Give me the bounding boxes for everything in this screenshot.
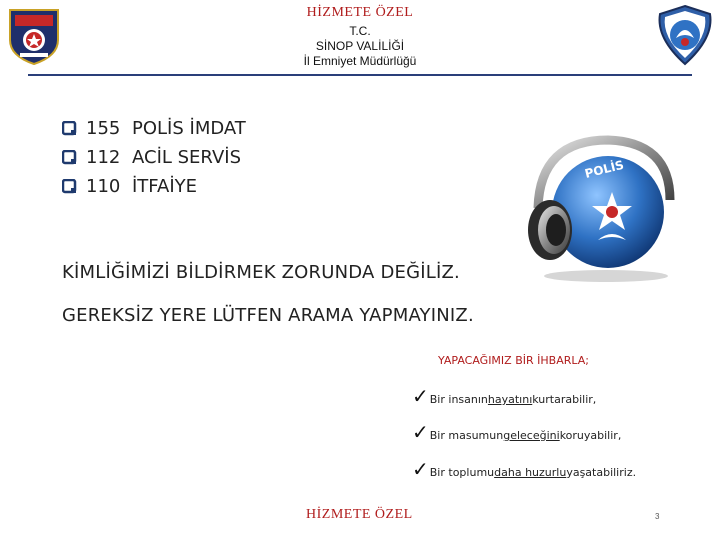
benefit-text-pre: Bir masumun	[429, 429, 504, 442]
checkbox-bullet-icon	[62, 150, 77, 165]
police-badge-icon	[6, 6, 62, 66]
benefit-text-underlined: geleceğini	[503, 429, 560, 442]
emergency-number-list	[62, 114, 246, 201]
emergency-number: 112	[86, 147, 121, 168]
header-line-governorship: SİNOP VALİLİĞİ	[315, 39, 405, 53]
benefit-text-underlined: daha huzurlu	[494, 466, 567, 479]
statement-identity: KİMLİĞİMİZİ BİLDİRMEK ZORUNDA DEĞİLİZ.	[62, 262, 460, 283]
emergency-number: 110	[86, 176, 121, 197]
benefit-text-post: kurtarabilir,	[532, 393, 597, 406]
checkmark-icon: ✓	[412, 384, 429, 408]
page-number: 3	[655, 512, 660, 521]
checkmark-icon: ✓	[412, 457, 429, 481]
emergency-number: 155	[86, 118, 121, 139]
headset-police-logo-icon	[520, 130, 675, 285]
benefit-text-post: yaşatabiliriz.	[566, 466, 637, 479]
checkmark-icon: ✓	[412, 420, 429, 444]
benefit-text-pre: Bir insanın	[429, 393, 488, 406]
benefit-text-post: koruyabilir,	[559, 429, 622, 442]
benefit-text-pre: Bir toplumu	[429, 466, 495, 479]
checkbox-bullet-icon	[62, 179, 77, 194]
list-item	[62, 143, 246, 172]
list-item	[62, 114, 246, 143]
emergency-label: POLİS İMDAT	[132, 118, 246, 139]
header-line-tc: T.C.	[349, 24, 371, 38]
checkbox-bullet-icon	[62, 121, 77, 136]
illustration-text: POLİS	[583, 157, 626, 181]
emergency-label: ACİL SERVİS	[132, 147, 241, 168]
benefit-text-underlined: hayatını	[487, 393, 533, 406]
footer-motto: HİZMETE ÖZEL	[306, 507, 413, 522]
header-motto: HİZMETE ÖZEL	[306, 5, 414, 20]
header-line-directorate: İl Emniyet Müdürlüğü	[303, 54, 417, 68]
police-emblem-icon	[654, 4, 716, 66]
benefit-item	[412, 386, 596, 406]
header-divider	[28, 74, 692, 76]
statement-unnecessary-calls: GEREKSİZ YERE LÜTFEN ARAMA YAPMAYINIZ.	[62, 305, 474, 326]
header-institution	[0, 24, 720, 69]
report-title: YAPACAĞIMIZ BİR İHBARLA;	[438, 354, 589, 367]
benefit-item	[412, 422, 621, 442]
list-item	[62, 172, 246, 201]
benefit-item	[412, 459, 636, 479]
emergency-label: İTFAİYE	[132, 176, 197, 197]
